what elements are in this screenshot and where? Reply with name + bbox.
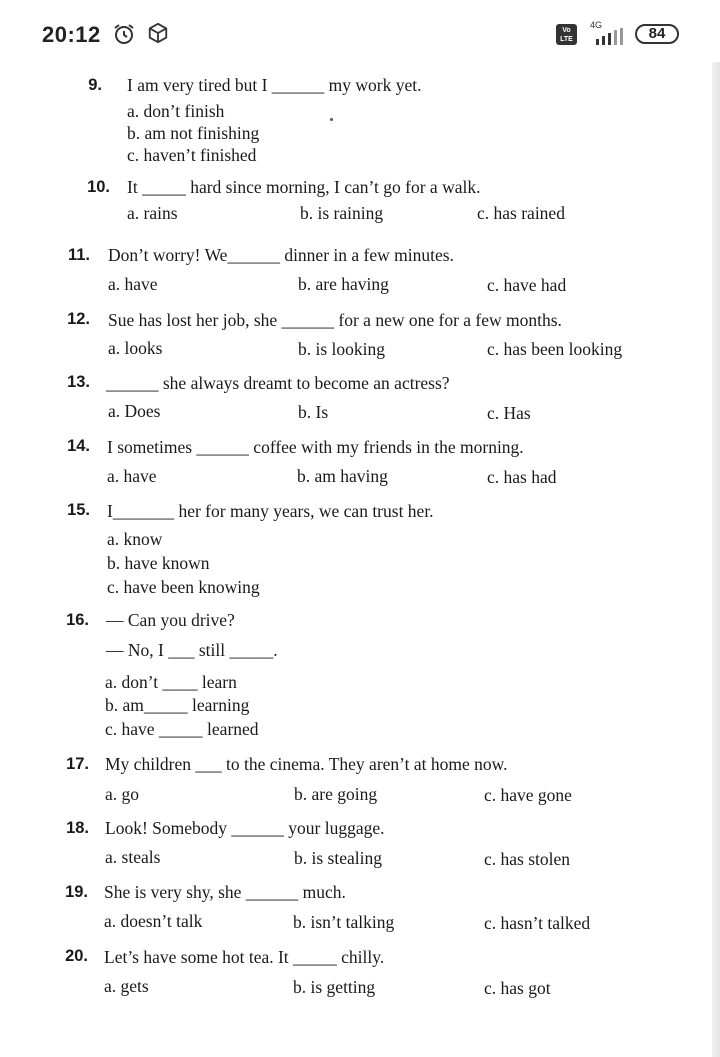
question-text: Don’t worry! We______ dinner in a few minutes. [108,245,454,265]
battery-indicator: 84 [635,24,679,44]
signal-icon [588,28,628,51]
option-c: c. has had [487,467,557,487]
option-a: a. don’t finish [127,101,225,121]
question-text: Look! Somebody ______ your luggage. [105,818,385,838]
option-a: a. steals [105,847,161,867]
question-text: — Can you drive? [106,610,235,630]
option-b: b. is getting [293,977,376,997]
option-b: b. am having [297,466,388,486]
option-a: a. go [105,784,140,804]
question-number: 19. [65,883,88,901]
alarm-icon [112,22,136,51]
question-number: 17. [66,755,89,773]
option-a: a. doesn’t talk [104,911,203,931]
page-edge [712,56,720,1057]
volte-icon: Vo LTE [556,24,577,45]
question-number: 16. [66,611,89,629]
option-c: c. has been looking [487,339,623,359]
option-c: c. has stolen [484,849,571,869]
status-bar [0,0,720,62]
question-number: 11. [67,246,90,264]
option-a: a. don’t ____ learn [105,672,237,692]
package-icon [147,22,169,49]
option-b: b. am_____ learning [105,695,250,715]
option-c: c. have gone [484,785,572,805]
option-b: b. is raining [300,203,384,223]
question-text: Let’s have some hot tea. It _____ chilly. [104,947,385,967]
option-c: c. has got [484,978,551,998]
question-number: 15. [67,501,90,519]
question-number: 12. [67,310,90,328]
status-time: 20:12 [42,22,101,47]
option-b: b. isn’t talking [293,912,395,932]
question-text: My children ___ to the cinema. They aren’t at home now. [105,754,508,774]
question-number: 18. [66,819,89,837]
option-c: c. have had [487,275,567,295]
question-text: ______ she always dreamt to become an actress? [106,373,450,393]
option-a: a. have [108,274,158,294]
question-number: 9. [88,76,102,94]
option-c: c. has rained [477,203,565,223]
question-text: I am very tired but I ______ my work yet. [127,75,422,95]
question-number: 20. [65,947,88,965]
option-a: a. have [107,466,157,486]
question-number: 13. [67,373,90,391]
option-c: c. have _____ learned [105,719,259,739]
option-b: b. are having [298,274,389,294]
question-text: She is very shy, she ______ much. [104,882,346,902]
question-text: I sometimes ______ coffee with my friends in the morning. [107,437,524,457]
question-number: 14. [67,437,90,455]
network-type: 4G [590,20,603,30]
option-c: c. have been knowing [107,577,260,597]
option-a: a. know [107,529,163,549]
option-b: b. am not finishing [127,123,260,143]
option-a: a. gets [104,976,149,996]
scan-speck [330,118,333,121]
option-b: b. are going [294,784,378,804]
option-b: b. have known [107,553,210,573]
option-a: a. rains [127,203,178,223]
question-text: I_______ her for many years, we can trust her. [107,501,434,521]
option-a: a. looks [108,338,163,358]
option-b: b. Is [298,402,329,422]
option-b: b. is stealing [294,848,382,868]
option-a: a. Does [108,401,161,421]
option-c: c. haven’t finished [127,145,257,165]
question-text: Sue has lost her job, she ______ for a new one for a few months. [108,310,562,330]
question-text: It _____ hard since morning, I can’t go for a walk. [127,177,481,197]
option-c: c. hasn’t talked [484,913,591,933]
option-b: b. is looking [298,339,386,359]
question-text-reply: — No, I ___ still _____. [106,640,278,660]
question-number: 10. [87,178,110,196]
option-c: c. Has [487,403,531,423]
